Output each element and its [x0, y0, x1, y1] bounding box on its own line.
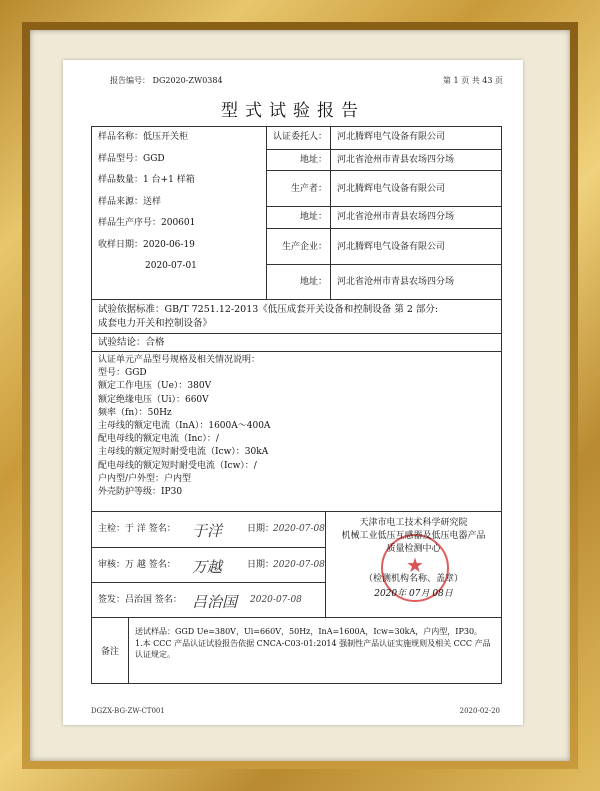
sample-model: 样品型号：GGD: [98, 153, 165, 164]
desc-line: 配电母线的额定短时耐受电流（Icw）：/: [98, 460, 257, 471]
client-row: [267, 127, 501, 149]
client-address-value: 河北省沧州市青县农场四分场: [337, 154, 455, 165]
received-date: 收样日期：2020-06-19: [98, 239, 195, 250]
remarks-section: [92, 617, 501, 683]
testing-organization: [326, 512, 501, 617]
report-number-label: 报告编号：: [110, 76, 150, 85]
factory-address-label: 地址：: [267, 265, 331, 299]
approver-row: [92, 582, 325, 618]
maker-label: 生产者：: [267, 171, 331, 206]
org-subtitle: 机械工业低压互感器及低压电器产品: [341, 531, 486, 541]
reviewer-signature: 万越: [192, 558, 223, 576]
maker-address-value: 河北省沧州市青县农场四分场: [337, 212, 455, 222]
desc-line: 频率（fn）：50Hz: [98, 407, 172, 418]
reviewer-row: [92, 547, 325, 582]
factory-address-value: 河北省沧州市青县农场四分场: [337, 276, 455, 287]
maker-address-label: 地址：: [267, 207, 331, 228]
inspector-signature: 于洋: [192, 522, 223, 540]
factory-label: 生产企业：: [267, 229, 331, 264]
maker-address-row: [267, 206, 501, 228]
client-address-label: 地址：: [267, 150, 331, 171]
sample-quantity: 样品数量：1 台+1 样箱: [98, 175, 195, 185]
report-title: 型式试验报告: [221, 101, 365, 121]
report-table: [91, 126, 502, 684]
inspector-date: 2020-07-08: [273, 524, 325, 534]
inspector-date-label: 日期：: [247, 524, 275, 534]
sample-info: [92, 127, 267, 299]
test-basis-line2: 成套电力开关和控制设备》: [98, 318, 213, 329]
test-basis-line1: 试验依据标准：GB/T 7251.12-2013《低压成套开关设备和控制设备 第 2 部分:: [98, 304, 439, 315]
approver-signature: 吕治国: [192, 593, 238, 611]
org-name: 天津市电工技术科学研究院: [359, 518, 468, 528]
desc-line: 外壳防护等级：IP30: [98, 486, 183, 497]
remarks-label: 备注: [92, 618, 129, 683]
maker-value: 河北腾辉电气设备有限公司: [337, 184, 446, 194]
desc-line: 主母线的额定电流（InA）：1600A～400A: [98, 420, 271, 431]
factory-address-row: [267, 264, 501, 299]
desc-line: 主母线的额定短时耐受电流（Icw）：30kA: [98, 447, 269, 458]
remarks-line: 1.本 CCC 产品认证试验报告依据 CNCA-C03-01:2014 强制性产品认证实施规则及相关 CCC 产品: [135, 638, 491, 648]
reviewer-label: 审核：万 越 签名：: [98, 560, 176, 570]
signature-section: [92, 511, 501, 617]
desc-line: 额定绝缘电压（Ui）：660V: [98, 394, 209, 405]
factory-row: [267, 228, 501, 264]
remarks-content: [129, 618, 501, 683]
desc-line: 户内型/户外型：户内型: [98, 473, 192, 484]
completed-date-value: 2020-07-01: [145, 261, 197, 271]
desc-line: 配电母线的额定电流（Inc）：/: [98, 434, 219, 445]
page-indicator: 第 1 页 共 43 页: [443, 76, 503, 85]
client-address-row: [267, 149, 501, 171]
sample-name: 样品名称：低压开关柜: [98, 132, 189, 142]
client-value: 河北腾辉电气设备有限公司: [337, 132, 446, 142]
report-number-value: DG2020-ZW0384: [152, 76, 223, 85]
sample-serial: 样品生产序号：200601: [98, 218, 196, 228]
product-description: [92, 351, 501, 511]
inspector-label: 主检：于 洋 签名：: [98, 524, 176, 534]
org-center: 质量检测中心: [386, 544, 441, 554]
approver-date: 2020-07-08: [250, 595, 302, 605]
completed-date: [92, 256, 266, 278]
seal-star-icon: ★: [406, 553, 424, 577]
test-basis: [92, 299, 501, 333]
factory-value: 河北腾辉电气设备有限公司: [337, 241, 446, 252]
desc-line: 认证单元产品型号规格及相关情况说明：: [98, 355, 261, 365]
remarks-line: 送试样品：GGD Ue=380V，Ui=660V，50Hz，InA=1600A，Icw=30kA，户内型，IP30。: [135, 627, 483, 636]
approver-label: 签发：吕治国 签名：: [98, 595, 182, 605]
desc-line: 型号：GGD: [98, 368, 147, 379]
sample-source: 样品来源：送样: [98, 196, 162, 207]
reviewer-date-label: 日期：: [247, 560, 275, 570]
inspector-row: [92, 512, 325, 547]
party-info: [267, 127, 501, 299]
report-number: [110, 75, 223, 86]
test-conclusion: 试验结论：合格: [92, 333, 501, 351]
maker-row: [267, 170, 501, 206]
form-number: DGZX-BG-ZW-CT001: [91, 707, 165, 715]
client-label: 认证委托人：: [267, 127, 331, 149]
org-date: 2020年 07月 08日: [374, 589, 453, 599]
signature-list: [92, 512, 326, 617]
desc-line: 额定工作电压（Ue）：380V: [98, 381, 212, 392]
report-page: [63, 60, 523, 725]
info-section: [92, 127, 501, 299]
org-seal-caption: （检测机构名称、盖章）: [363, 574, 463, 584]
reviewer-date: 2020-07-08: [273, 560, 325, 570]
remarks-line: 认证规定。: [135, 650, 175, 659]
form-date: 2020-02-20: [459, 707, 500, 715]
